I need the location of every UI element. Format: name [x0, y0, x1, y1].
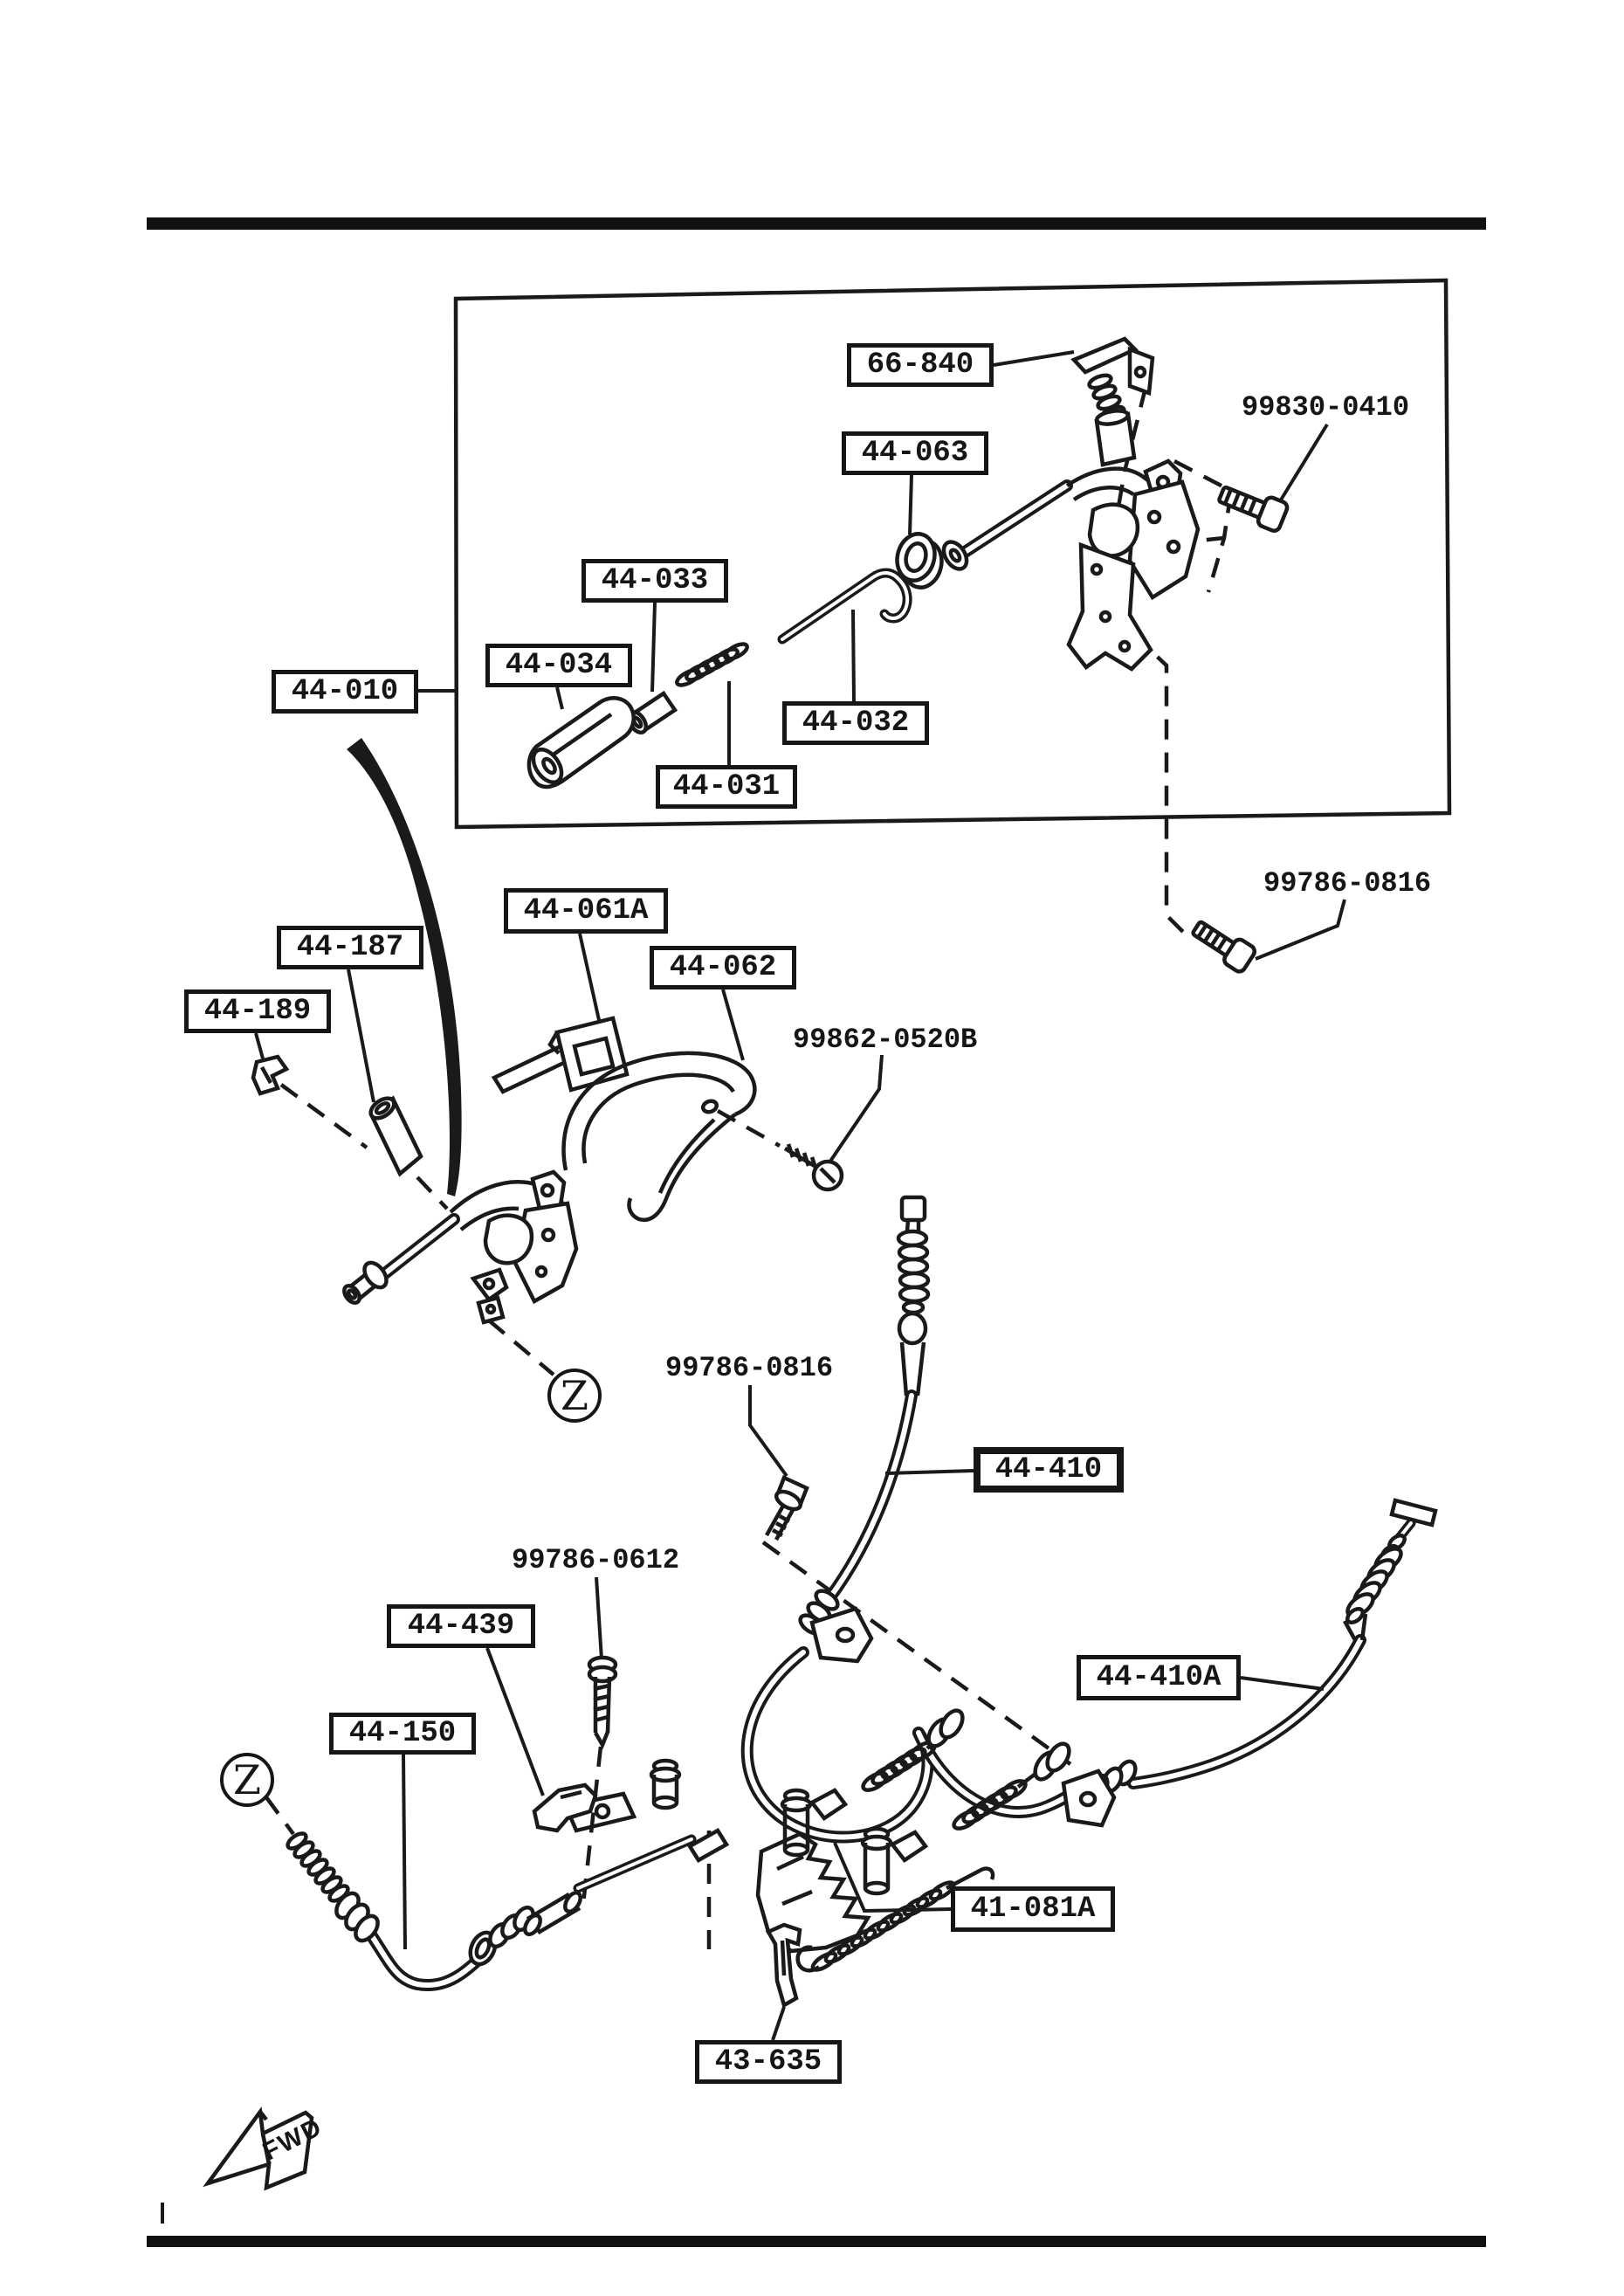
grip-44-034	[527, 698, 633, 787]
part-label-44-034: 44-034	[485, 644, 632, 687]
part-label-66-840: 66-840	[847, 343, 994, 387]
part-label-44-010: 44-010	[272, 670, 418, 714]
part-label-44-187: 44-187	[277, 926, 423, 969]
bolt-99786-0816-mid	[767, 1478, 807, 1540]
clip-43-635	[768, 1925, 800, 2005]
bolt-99786-0816-upper	[1188, 915, 1256, 974]
bracket-44-439	[534, 1785, 634, 1831]
part-label-44-410A: 44-410A	[1077, 1655, 1241, 1700]
bracket-44-061A	[494, 1018, 627, 1092]
lever-assembly-lower	[341, 1172, 576, 1322]
part-number-99786-0612: 99786-0612	[512, 1544, 680, 1576]
spring-44-031	[675, 641, 749, 688]
part-number-99786-0816-upper: 99786-0816	[1263, 867, 1432, 900]
bolt-99830-0410	[1216, 479, 1290, 533]
rod-44-032	[782, 573, 907, 639]
fwd-direction-label: FWD	[258, 2113, 327, 2167]
part-label-44-033: 44-033	[581, 559, 728, 603]
part-label-44-410: 44-410	[974, 1447, 1124, 1493]
part-label-43-635: 43-635	[695, 2040, 842, 2084]
part-number-99830-0410: 99830-0410	[1242, 391, 1410, 424]
pin-44-187	[368, 1094, 421, 1174]
part-label-44-063: 44-063	[842, 431, 988, 475]
part-label-44-061A: 44-061A	[504, 888, 668, 934]
part-label-44-150: 44-150	[329, 1713, 476, 1755]
part-number-99786-0816-mid: 99786-0816	[665, 1352, 834, 1384]
part-label-44-189: 44-189	[184, 989, 331, 1033]
zone-marker-z-lower: Z	[220, 1753, 274, 1807]
part-label-44-062: 44-062	[650, 946, 796, 989]
screw-99862-0520B	[785, 1144, 842, 1189]
lever-assembly-inset	[939, 461, 1198, 669]
clip-44-189	[253, 1057, 286, 1093]
part-label-41-081A: 41-081A	[951, 1886, 1115, 1932]
zone-marker-z-upper: Z	[547, 1369, 602, 1423]
front-cable-44-150	[286, 1831, 726, 1985]
leader-lines	[162, 352, 1345, 2224]
bolt-99786-0612	[589, 1658, 616, 1745]
part-label-44-031: 44-031	[656, 765, 797, 809]
part-label-44-032: 44-032	[782, 701, 929, 745]
part-label-44-439: 44-439	[387, 1604, 535, 1648]
part-number-99862-0520B: 99862-0520B	[793, 1024, 978, 1056]
